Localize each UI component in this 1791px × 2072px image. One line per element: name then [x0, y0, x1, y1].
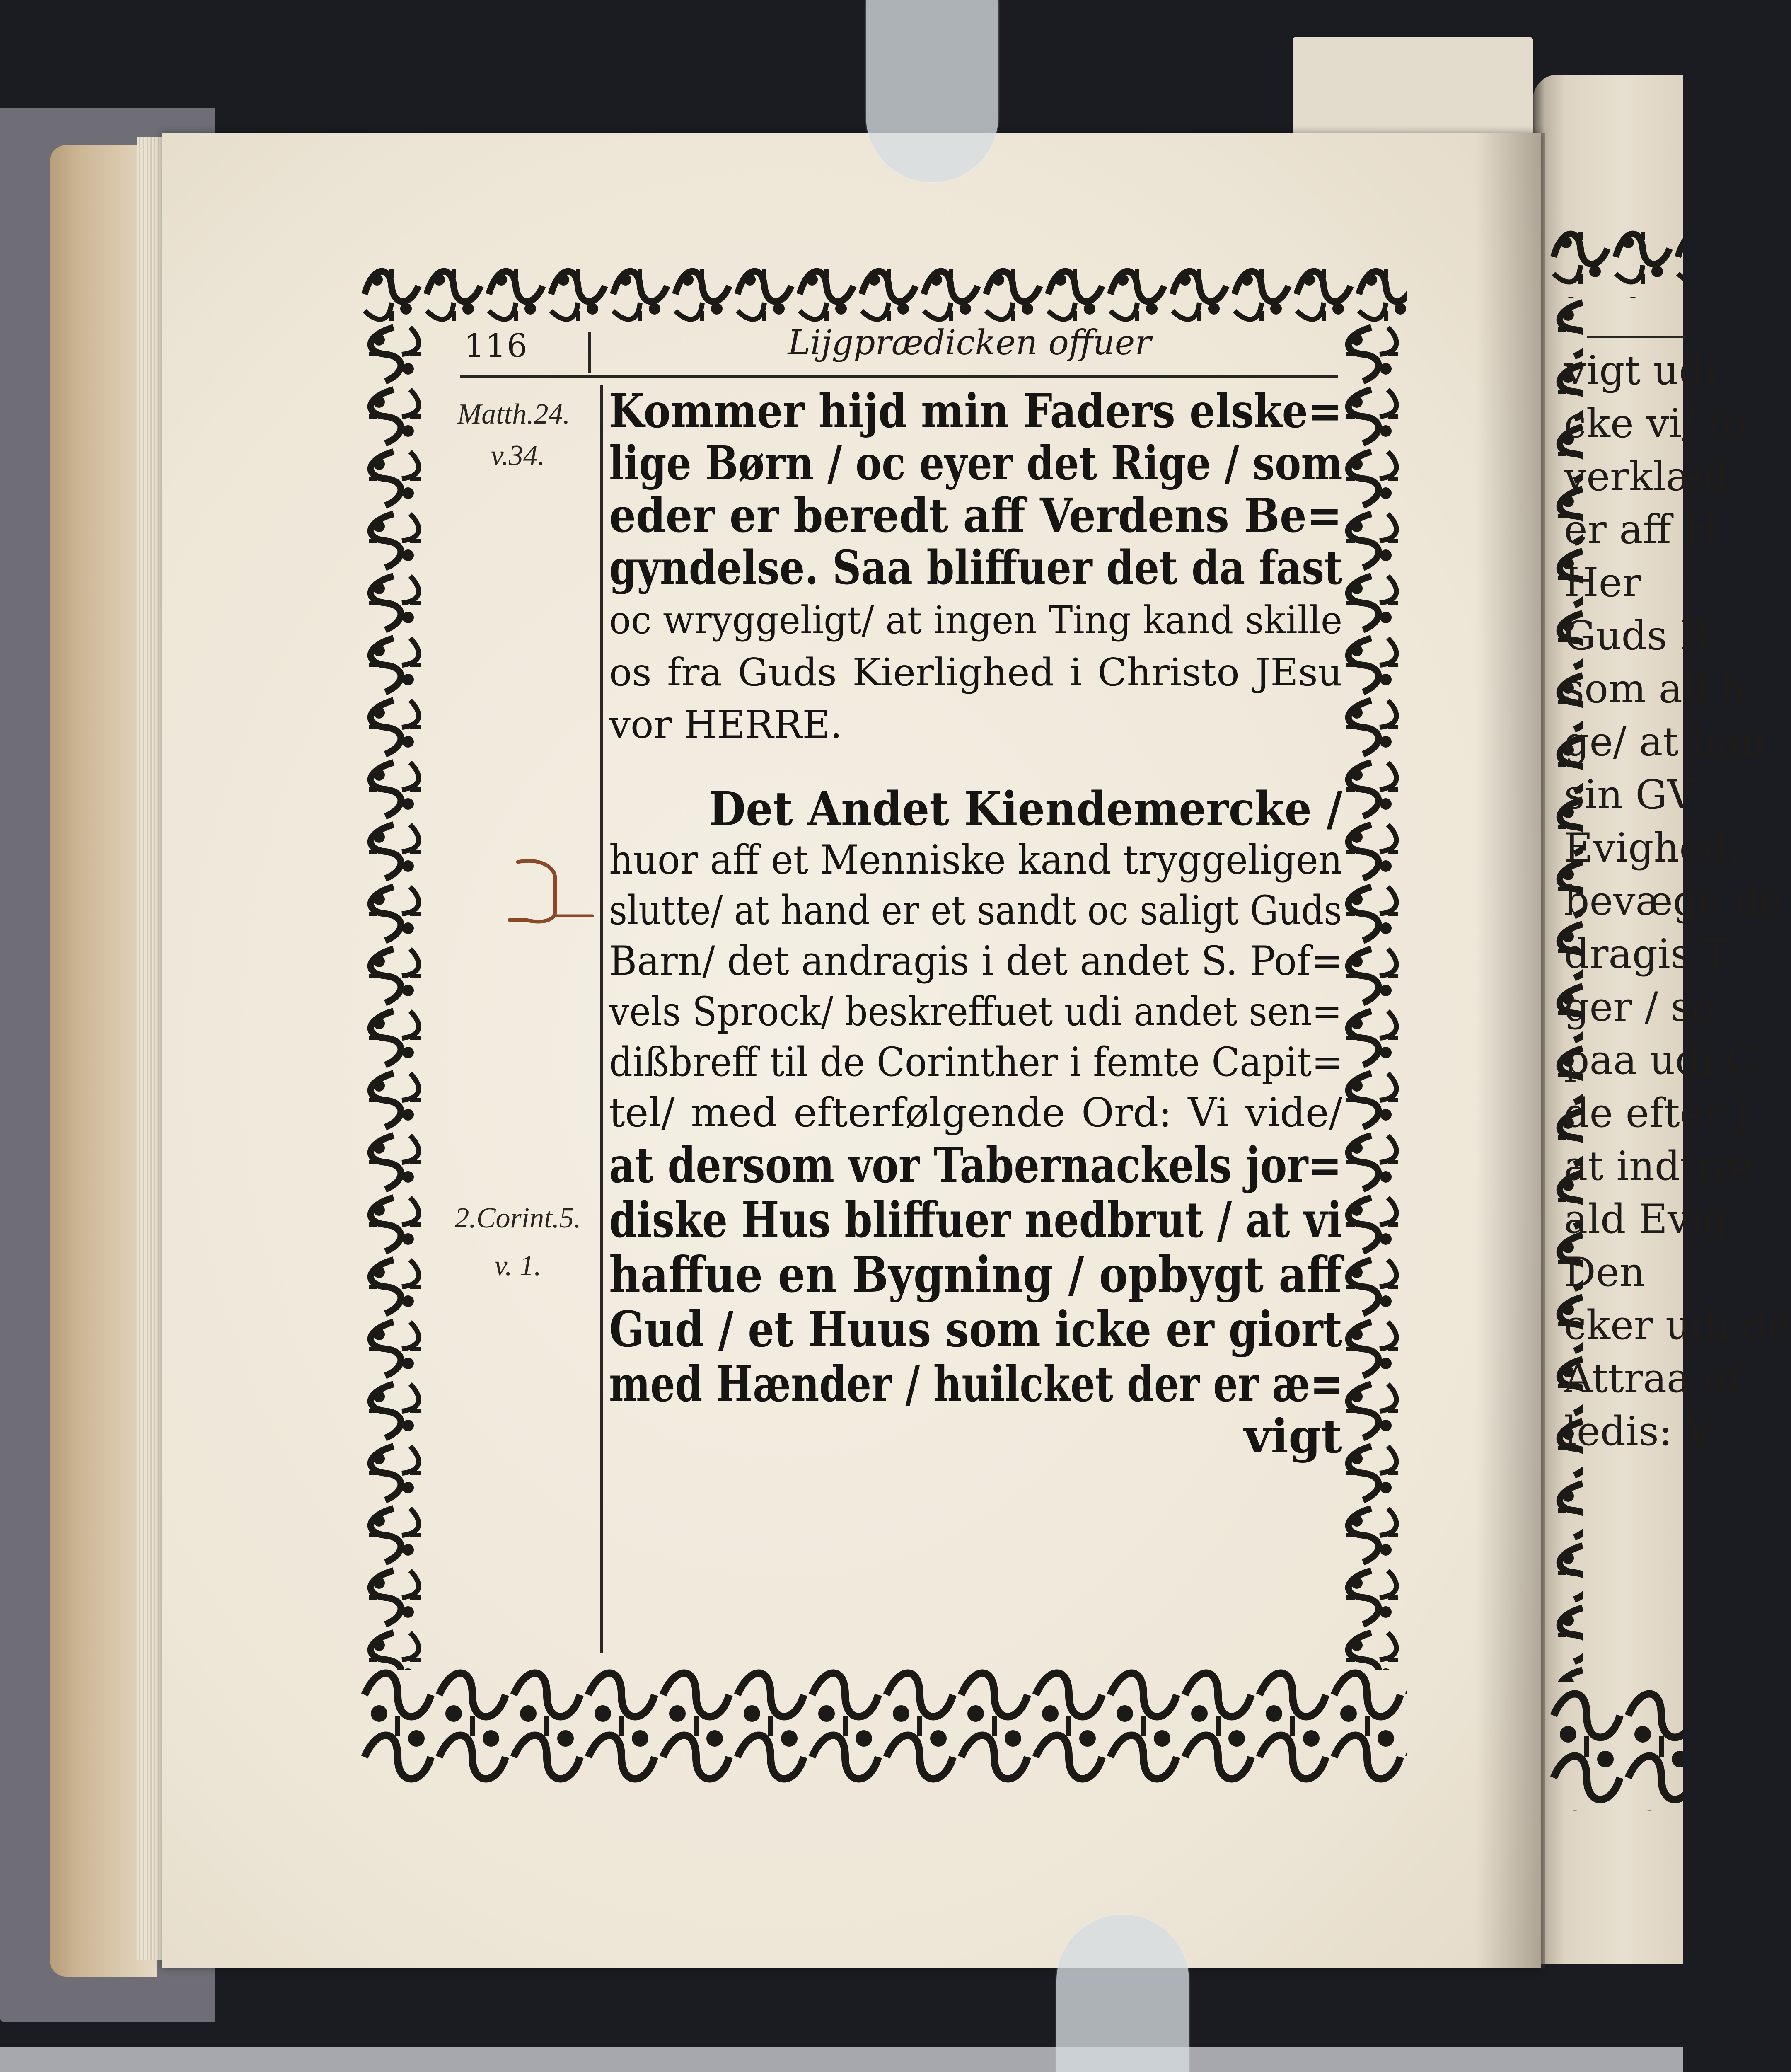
text-line: oc wryggeligt/ at ingen Ting kand skille — [609, 598, 1343, 642]
text-line: haffue en Bygning / opbygt aff — [609, 1246, 1342, 1303]
right-page-line: som all h — [1564, 666, 1746, 712]
right-page-line: Attraa ef — [1564, 1355, 1742, 1402]
page-number: 116 — [464, 327, 528, 365]
scan-background-strip — [0, 2047, 1683, 2072]
text-line: tel/ med efterfølgende Ord: Vi vide/ — [609, 1089, 1342, 1136]
text-line: slutte/ at hand er et sandt oc saligt Guds — [609, 887, 1342, 934]
right-page-header-rule — [1587, 336, 1686, 338]
right-page-line: at indtræ — [1564, 1143, 1753, 1189]
right-page-border-bottom — [1549, 1687, 1683, 1811]
border-top-ornament — [360, 261, 1407, 327]
paragraph-2 — [609, 784, 1342, 1462]
text-line: Kommer hijd min Faders elske= — [609, 384, 1342, 438]
right-page-line: cker udi de — [1564, 1302, 1791, 1348]
text-line: huor aff et Menniske kand tryggeligen — [609, 837, 1343, 883]
right-page-line: ald Evig — [1564, 1196, 1728, 1242]
right-page-flap — [1293, 37, 1533, 133]
text-line: vor HERRE. — [609, 702, 842, 747]
border-left-ornament — [360, 323, 427, 1670]
text-line: Barn/ det andragis i det andet S. Pof= — [609, 938, 1343, 984]
catchword: vigt — [1244, 1409, 1342, 1464]
right-page-line: ger / so — [1564, 984, 1715, 1030]
text-line: Det Andet Kiendemercke / — [708, 782, 1343, 836]
header-divider — [588, 332, 591, 373]
text-line: dißbreff til de Corinther i femte Capit= — [609, 1039, 1343, 1085]
right-page-line: Her — [1564, 559, 1641, 606]
text-line: med Hænder / huilcket der er æ= — [609, 1355, 1343, 1413]
margin-note-corint: 2.Corint.5. — [454, 1202, 581, 1234]
text-line: os fra Guds Kierlighed i Christo JEsu — [609, 650, 1342, 695]
page-clip-bottom — [1056, 1915, 1189, 2072]
text-line: vels Sprock/ beskreffuet udi andet sen= — [609, 988, 1342, 1035]
border-bottom-ornament — [360, 1666, 1407, 1786]
right-page-line: vigt udi — [1564, 347, 1717, 394]
header-rule — [460, 375, 1338, 378]
margin-note-verse-1: v. 1. — [494, 1250, 541, 1282]
text-line: diske Hus bliffuer nedbrut / at vi — [609, 1191, 1342, 1249]
margin-note-verse-34: v.34. — [491, 440, 545, 472]
right-page-line: verklæd — [1564, 453, 1729, 500]
right-page-line: dragis T — [1564, 931, 1730, 977]
text-line: Gud / et Huus som icke er giort — [609, 1300, 1342, 1358]
border-right-ornament — [1338, 323, 1407, 1670]
margin-column-rule — [600, 385, 603, 1653]
hand-drawn-bracket-icon — [501, 854, 601, 941]
right-page-text — [1564, 344, 1791, 1458]
right-page-line: sin GV — [1564, 772, 1696, 818]
page-clip-top — [866, 0, 998, 182]
gutter-shadow — [1475, 133, 1545, 1968]
body-text — [609, 385, 1342, 1462]
right-page-border-top — [1549, 224, 1683, 298]
right-page-line: bevæge de — [1564, 878, 1784, 924]
running-head: Lijgprædicken offuer — [788, 323, 1151, 363]
margin-note-matth: Matth.24. — [457, 398, 570, 430]
right-page-line: er aff H — [1564, 506, 1718, 553]
right-page-line: ge/ at han — [1564, 719, 1767, 765]
right-page-line: cke vi/ fo — [1564, 400, 1747, 447]
right-page-line: ledis: V — [1564, 1408, 1714, 1455]
text-line: gyndelse. Saa bliffuer det da fast — [609, 541, 1343, 595]
text-line: lige Børn / oc eyer det Rige / som — [609, 436, 1343, 491]
right-page-line: Den — [1564, 1249, 1645, 1295]
text-line: eder er beredt aff Verdens Be= — [609, 489, 1342, 543]
right-page-line: Guds B — [1564, 612, 1709, 659]
right-page-line: de efter J — [1564, 1090, 1751, 1136]
text-line: at dersom vor Tabernackels jor= — [609, 1136, 1342, 1194]
paragraph-1 — [609, 385, 1342, 751]
right-page-line: Evighed. — [1564, 825, 1741, 871]
right-page-line: paa udi C — [1564, 1037, 1757, 1083]
